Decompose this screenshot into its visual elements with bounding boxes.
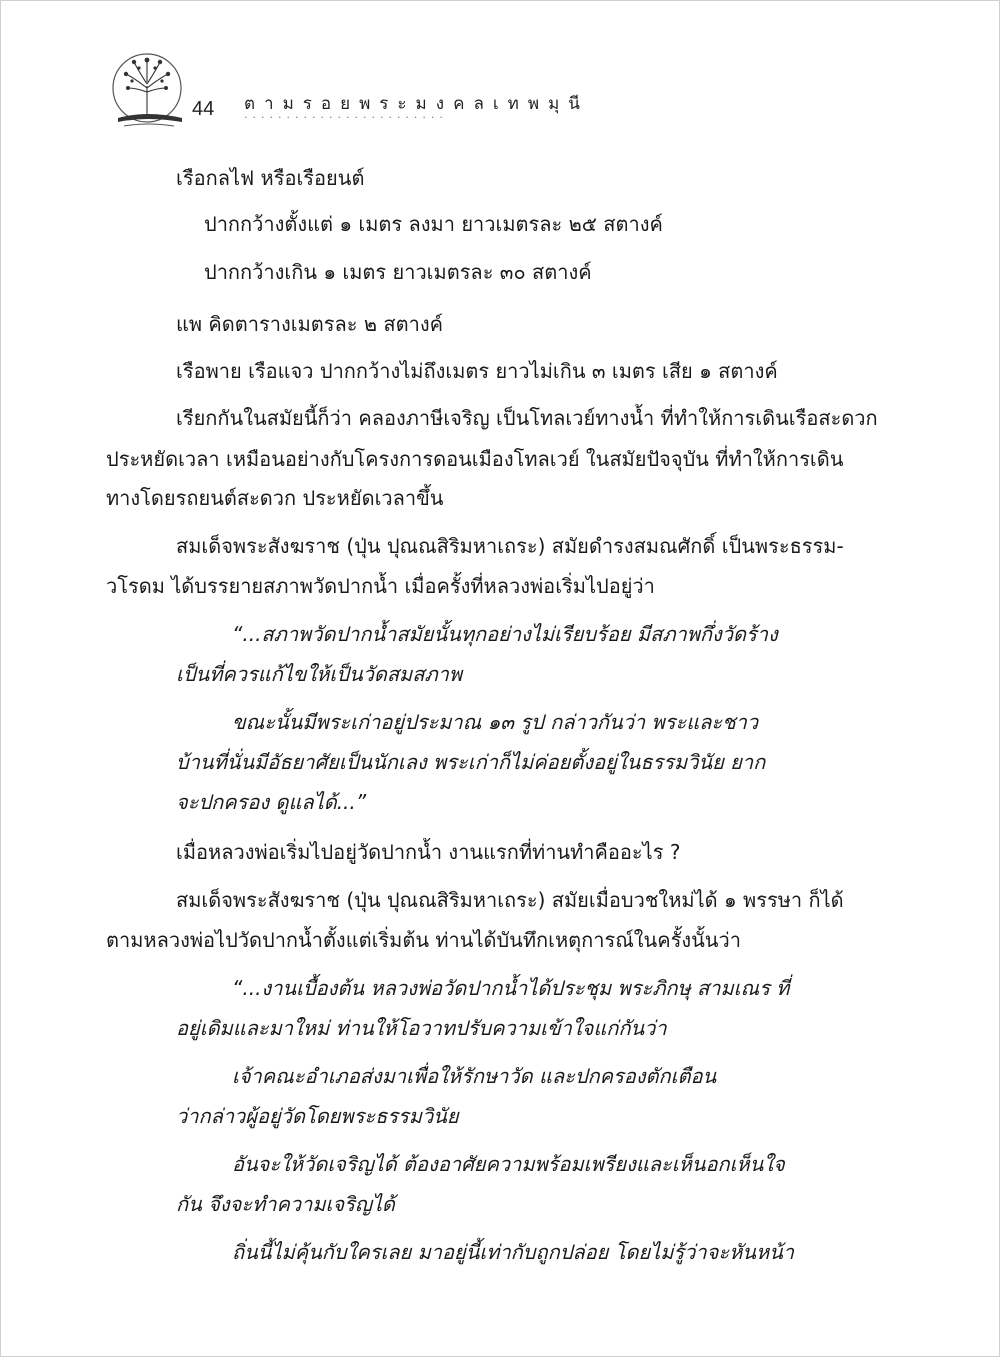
quote-line: ขณะนั้นมีพระเก่าอยู่ประมาณ ๑๓ รูป กล่าวกันว่า พระและชาว	[232, 710, 759, 734]
body-line: สมเด็จพระสังฆราช (ปุ่น ปุณณสิริมหาเถระ) สมัยเมื่อบวชใหม่ได้ ๑ พรรษา ก็ได้	[176, 888, 844, 912]
quote-line: อยู่เดิมและมาใหม่ ท่านให้โอวาทปรับความเข้าใจแก่กันว่า	[176, 1016, 667, 1040]
title-underline-dots: ························	[244, 112, 448, 120]
running-title: ตามรอยพระมงคลเทพมุนี	[244, 94, 589, 114]
body-line: สมเด็จพระสังฆราช (ปุ่น ปุณณสิริมหาเถระ) สมัยดำรงสมณศักดิ์ เป็นพระธรรม-	[176, 534, 844, 558]
quote-line: เป็นที่ควรแก้ไขให้เป็นวัดสมสภาพ	[176, 662, 463, 686]
body-line: เรียกกันในสมัยนี้ก็ว่า คลองภาษีเจริญ เป็นโทลเวย์ทางน้ำ ที่ทำให้การเดินเรือสะดวก	[176, 406, 878, 430]
body-line: ปากกว้างเกิน ๑ เมตร ยาวเมตรละ ๓๐ สตางค์	[204, 260, 592, 284]
quote-line: ว่ากล่าวผู้อยู่วัดโดยพระธรรมวินัย	[176, 1104, 459, 1128]
quote-line: “...สภาพวัดปากน้ำสมัยนั้นทุกอย่างไม่เรียบร้อย มีสภาพกึ่งวัดร้าง	[232, 622, 778, 646]
body-line: เรือกลไฟ หรือเรือยนต์	[176, 166, 365, 190]
page-number: 44	[192, 98, 215, 120]
body-line: ประหยัดเวลา เหมือนอย่างกับโครงการดอนเมืองโทลเวย์ ในสมัยปัจจุบัน ที่ทำให้การเดิน	[106, 447, 844, 471]
body-line: แพ คิดตารางเมตรละ ๒ สตางค์	[176, 312, 443, 336]
body-line: ปากกว้างตั้งแต่ ๑ เมตร ลงมา ยาวเมตรละ ๒๕ สตางค์	[204, 212, 663, 236]
body-line: ตามหลวงพ่อไปวัดปากน้ำตั้งแต่เริ่มต้น ท่านได้บันทึกเหตุการณ์ในครั้งนั้นว่า	[106, 928, 741, 952]
quote-line: กัน จึงจะทำความเจริญได้	[176, 1192, 395, 1216]
quote-line: บ้านที่นั่นมีอัธยาศัยเป็นนักเลง พระเก่าก็ไม่ค่อยตั้งอยู่ในธรรมวินัย ยาก	[176, 750, 766, 774]
body-line: ทางโดยรถยนต์สะดวก ประหยัดเวลาขึ้น	[106, 486, 444, 510]
quote-line: ถิ่นนี้ไม่คุ้นกับใครเลย มาอยู่นี้เท่ากับถูกปล่อย โดยไม่รู้ว่าจะหันหน้า	[232, 1240, 795, 1264]
quote-line: อันจะให้วัดเจริญได้ ต้องอาศัยความพร้อมเพรียงและเห็นอกเห็นใจ	[232, 1152, 785, 1176]
body-line: เรือพาย เรือแจว ปากกว้างไม่ถึงเมตร ยาวไม่เกิน ๓ เมตร เสีย ๑ สตางค์	[176, 359, 778, 383]
body-line: วโรดม ได้บรรยายสภาพวัดปากน้ำ เมื่อครั้งที่หลวงพ่อเริ่มไปอยู่ว่า	[106, 574, 655, 598]
body-line: เมื่อหลวงพ่อเริ่มไปอยู่วัดปากน้ำ งานแรกที่ท่านทำคืออะไร ?	[176, 840, 681, 864]
quote-line: เจ้าคณะอำเภอส่งมาเพื่อให้รักษาวัด และปกครองตักเตือน	[232, 1064, 717, 1088]
quote-line: “...งานเบื้องต้น หลวงพ่อวัดปากน้ำได้ประชุม พระภิกษุ สามเณร ที่	[232, 976, 790, 1000]
quote-line: จะปกครอง ดูแลได้...”	[176, 790, 367, 814]
lotus-tree-logo-icon	[104, 48, 190, 134]
